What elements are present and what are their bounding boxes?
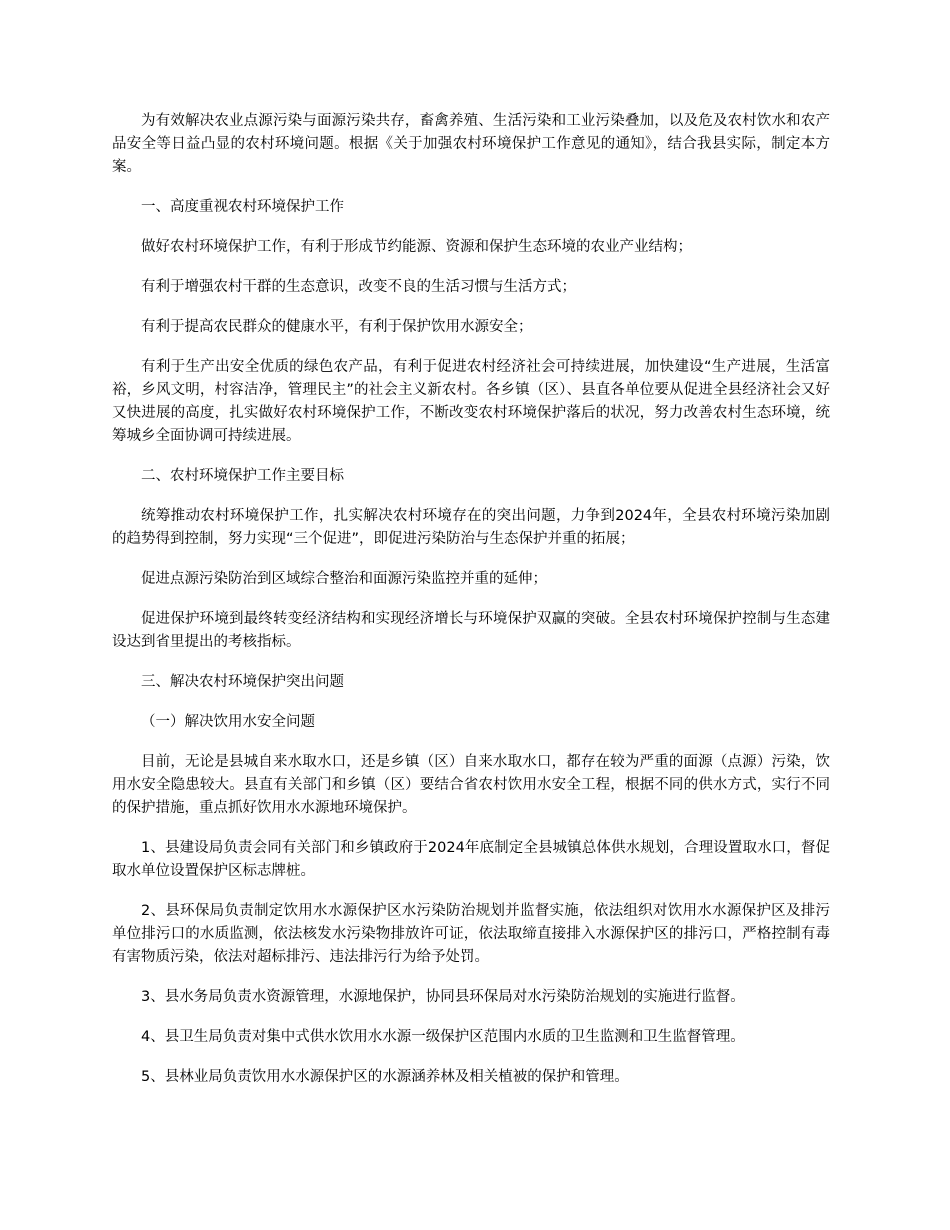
body-paragraph: 有利于增强农村干群的生态意识，改变不良的生活习惯与生活方式； [141,279,576,295]
body-paragraph: 有利于生产出安全优质的绿色农产品，有利于促进农村经济社会可持续进展，加快建设“生产进展，生活富裕，乡风文明，村容洁净，管理民主”的社会主义新农村。各乡镇（区）、县直各单位要从促进全县经济社会又好又快进展的高度，扎实做好农村环境保护工作，不断改变农村环境保护落后的状况，努力改善农村生态环境，统筹城乡全面协调可持续进展。 [112,359,830,444]
section-heading-2: 二、农村环境保护工作主要目标 [141,468,344,484]
list-item-2: 2、县环保局负责制定饮用水水源保护区水污染防治规划并监督实施，依法组织对饮用水水源保护区及排污单位排污口的水质监测，依法核发水污染物排放许可证，依法取缔直接排入水源保护区的排污口，严格控制有毒有害物质污染，依法对超标排污、违法排污行为给予处罚。 [112,903,830,965]
list-item-5: 5、县林业局负责饮用水水源保护区的水源涵养林及相关植被的保护和管理。 [141,1069,629,1085]
body-paragraph: 统筹推动农村环境保护工作，扎实解决农村环境存在的突出问题，力争到2024年，全县农村环境污染加剧的趋势得到控制，努力实现“三个促进”，即促进污染防治与生态保护并重的拓展； [112,508,830,547]
body-paragraph: 促进点源污染防治到区域综合整治和面源污染监控并重的延伸； [141,571,547,587]
section-heading-3: 三、解决农村环境保护突出问题 [141,674,344,690]
list-item-4: 4、县卫生局负责对集中式供水饮用水水源一级保护区范围内水质的卫生监测和卫生监督管理。 [141,1029,745,1045]
intro-paragraph: 为有效解决农业点源污染与面源污染共存，畜禽养殖、生活污染和工业污染叠加，以及危及农村饮水和农产品安全等日益凸显的农村环境问题。根据《关于加强农村环境保护工作意见的通知》，结合我县实际，制定本方案。 [112,113,830,175]
body-paragraph: 做好农村环境保护工作，有利于形成节约能源、资源和保护生态环境的农业产业结构； [141,239,692,255]
subsection-heading-1: （一）解决饮用水安全问题 [141,714,315,730]
body-paragraph: 有利于提高农民群众的健康水平，有利于保护饮用水源安全； [141,319,533,335]
list-item-3: 3、县水务局负责水资源管理，水源地保护，协同县环保局对水污染防治规划的实施进行监督。 [141,989,745,1005]
document-page [112,110,830,1106]
list-item-1: 1、县建设局负责会同有关部门和乡镇政府于2024年底制定全县城镇总体供水规划，合理设置取水口，督促取水单位设置保护区标志牌桩。 [112,840,830,879]
body-paragraph: 促进保护环境到最终转变经济结构和实现经济增长与环境保护双赢的突破。全县农村环境保护控制与生态建设达到省里提出的考核指标。 [112,611,830,650]
section-heading-1: 一、高度重视农村环境保护工作 [141,199,344,215]
body-paragraph: 目前，无论是县城自来水取水口，还是乡镇（区）自来水取水口，都存在较为严重的面源（点源）污染，饮用水安全隐患较大。县直有关部门和乡镇（区）要结合省农村饮用水安全工程，根据不同的供水方式，实行不同的保护措施，重点抓好饮用水水源地环境保护。 [112,754,830,816]
